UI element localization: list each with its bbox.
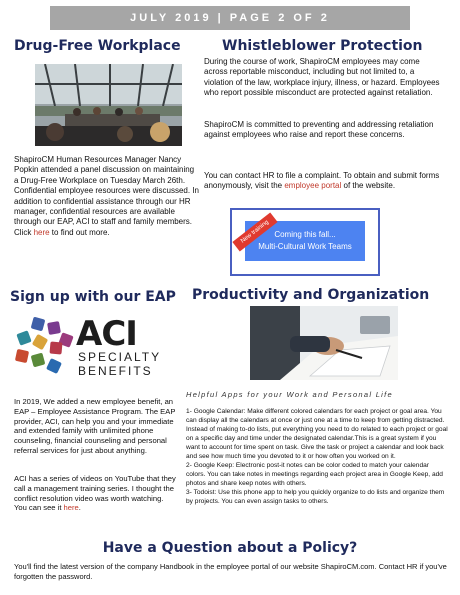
promo-line2: Multi-Cultural Work Teams: [258, 242, 352, 251]
drug-free-link[interactable]: here: [33, 227, 50, 237]
new-training-ribbon: New training: [232, 212, 277, 251]
panel-photo-image: [35, 64, 182, 146]
policy-title: Have a Question about a Policy?: [102, 540, 358, 556]
eap-para2-text: ACI has a series of videos on YouTube that they call a management training series. I thought the conflict resolution video was worth watching. You can see it: [14, 474, 176, 513]
app-item-google-keep: 2- Google Keep: Electronic post-it notes can be color coded to match your calendar colors. You can take notes in meetings regarding each project area in Google Keep, add photos and share keep notes with others.: [186, 462, 443, 487]
policy-body: You'll find the latest version of the company Handbook in the employee portal of our website ShapiroCM.com. Contact HR if you've forgotten the password.: [14, 562, 447, 581]
writing-photo: [250, 306, 398, 380]
aci-logo-text: ACI: [76, 314, 137, 354]
header-bar: [50, 6, 410, 30]
apps-title: Helpful Apps for your Work and Personal Life: [186, 390, 393, 399]
drug-free-text: ShapiroCM Human Resources Manager Nancy Popkin attended a panel discussion on maintaining a Drug-Free Workplace on Tuesday March 26th. Confidential employee resources were discussed. In addition to confidential assistance through our HR manager, confidential resources are available through our EAP, ACI to staff and family members. Click: [14, 155, 199, 237]
apps-list: [186, 407, 448, 506]
aci-specialty-text: SPECIALTY: [78, 350, 162, 364]
whistleblower-para2: ShapiroCM is committed to preventing and addressing retaliation against employees who raise and report these concerns.: [204, 120, 434, 140]
whistleblower-para3-end: of the website.: [341, 181, 396, 191]
writing-photo-image: [250, 306, 398, 380]
app-item-todoist: 3- Todoist: Use this phone app to help you quickly organize to do lists and organize them by projects. You can even assign tasks to others.: [186, 489, 445, 505]
whistleblower-title: Whistleblower Protection: [222, 38, 423, 54]
app-item-google-calendar: 1- Google Calendar: Make different colored calendars for each project or goal area. You can display all the calendars at once or just one at a time to keep from getting distracted. Instead of making to-do lists, put everything you need to do related to each project or goal on a specific day and time under the designated calendar.This is a great system if you want to account for time spent on task. Give the task or project a calendar and look back and see how much time you devoted to it or how often you worked on it.: [186, 408, 448, 460]
youtube-video-link[interactable]: here: [63, 503, 79, 513]
whistleblower-para1: During the course of work, ShapiroCM employees may come across reportable misconduct, including but not limited to, a violation of the law, workplace injury, illness, or hazard. Employees who report possible misconduct are protected against retaliation.: [204, 57, 440, 98]
training-promo-box: [230, 208, 380, 276]
whistleblower-para3-text: You can contact HR to file a complaint. To obtain and submit forms anonymously, visit the: [204, 171, 440, 191]
drug-free-body: [14, 155, 200, 238]
eap-title: Sign up with our EAP: [10, 289, 176, 305]
drug-free-title: Drug-Free Workplace: [14, 38, 181, 54]
aci-benefits-text: BENEFITS: [78, 364, 153, 378]
drug-free-text-end: to find out more.: [49, 227, 110, 237]
header-text: JULY 2019 | PAGE 2 OF 2: [130, 12, 330, 24]
eap-para2-end: .: [78, 503, 81, 513]
productivity-title: Productivity and Organization: [192, 287, 430, 303]
promo-line1: Coming this fall...: [274, 230, 336, 239]
eap-para1: In 2019, We added a new employee benefit, an EAP – Employee Assistance Program. The EAP provider, ACI, can help you and your immediate and extended family with unlimited phone counseling, financial counseling and personal referral services for just about anything.: [14, 397, 176, 455]
panel-discussion-photo: [35, 64, 182, 146]
puzzle-icon: [14, 316, 76, 378]
whistleblower-para3: [204, 171, 444, 192]
eap-para2: [14, 474, 176, 513]
employee-portal-link[interactable]: employee portal: [284, 181, 342, 191]
